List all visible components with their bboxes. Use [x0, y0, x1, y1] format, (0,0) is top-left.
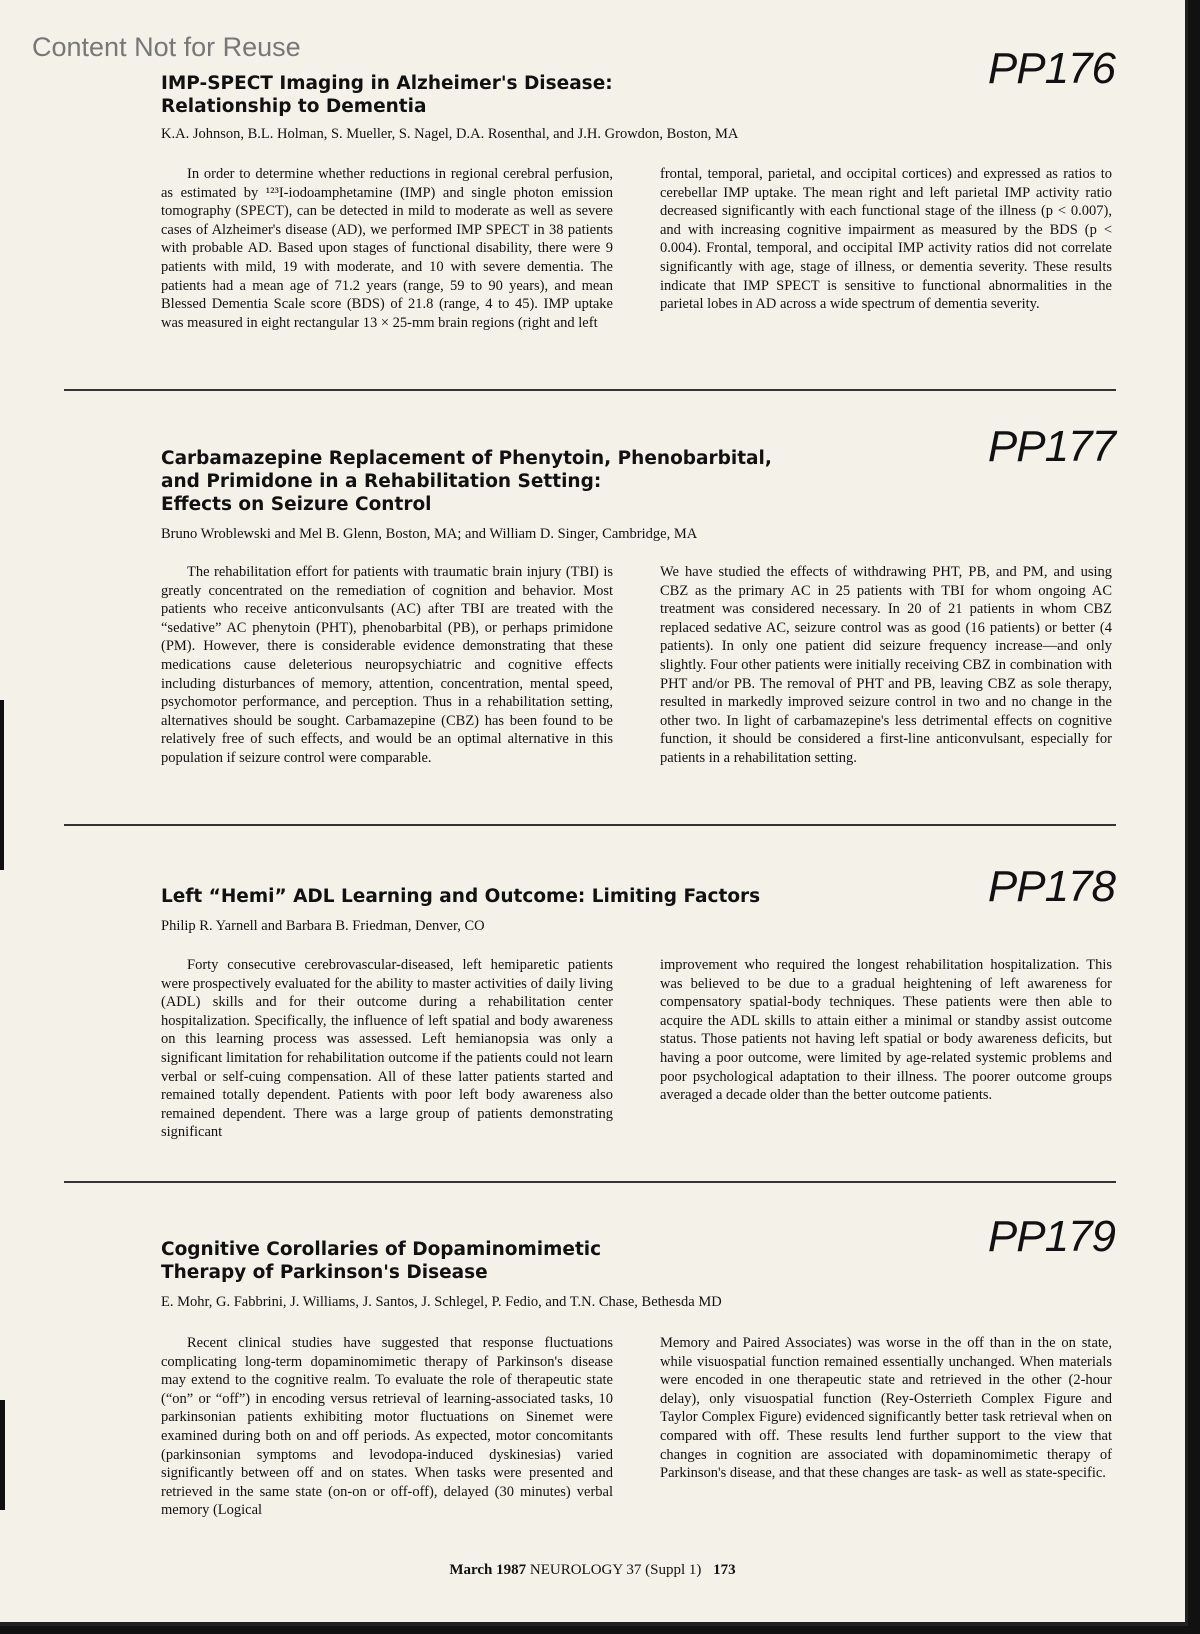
divider — [64, 824, 1116, 826]
abstract-title — [161, 72, 861, 118]
divider — [64, 1181, 1116, 1183]
abstract-body-left: Forty consecutive cerebrovascular-diseased, left hemiparetic patients were prospectively evaluated for the ability to master activities of daily living (ADL) skills and for their outcome during a rehabilitation center hospitalization. Specifically, the influence of left spatial and body awareness on this learning process was assessed. Left hemianopsia was only a significant limitation for rehabilitation outcome if the patients could not learn verbal or self-cuing compensation. All of these latter patients started and remained totally dependent. Patients with poor left body awareness also remained dependent. There was a large group of patients demonstrating significant — [161, 957, 613, 1141]
abstract-body-right: frontal, temporal, parietal, and occipital cortices) and expressed as ratios to cerebellar IMP uptake. The mean right and left parietal IMP activity ratio decreased significantly with each functional stage of the illness (p < 0.007), and with increasing cognitive impairment as measured by the BDS (p < 0.004). Frontal, temporal, and occipital IMP activity ratios did not correlate significantly with age, stage of illness, or dementia severity. These results indicate that IMP SPECT is sensitive to functional abnormalities in the parietal lobes in AD across a wide spectrum of dementia severity. — [660, 166, 1112, 313]
abstract-authors: K.A. Johnson, B.L. Holman, S. Mueller, S. Nagel, D.A. Rosenthal, and J.H. Growdon, Boston, MA — [161, 126, 739, 142]
title-line: Relationship to Dementia — [161, 96, 427, 117]
scan-edge-mark — [0, 1400, 5, 1510]
abstract-authors: E. Mohr, G. Fabbrini, J. Williams, J. Santos, J. Schlegel, P. Fedio, and T.N. Chase, Bethesda MD — [161, 1294, 722, 1310]
abstract-code: PP178 — [987, 862, 1115, 911]
abstract-body-right: Memory and Paired Associates) was worse in the off than in the on state, while visuospatial function remained essentially unchanged. When materials were encoded in one therapeutic state and retrieved in the other (2-hour delay), only visuospatial function (Rey-Osterrieth Complex Figure and Taylor Complex Figure) evidenced significantly better task retrieval when on compared with off. These results lend further support to the view that changes in cognition are associated with dopaminomimetic therapy of Parkinson's disease, and that these changes are task- as well as state-specific. — [660, 1335, 1112, 1482]
title-line: and Primidone in a Rehabilitation Setting: — [161, 471, 602, 492]
abstract-body-right: improvement who required the longest rehabilitation hospitalization. This was believed to be due to a gradual heightening of left awareness for compensatory spatial-body techniques. These patients were then able to acquire the ADL skills to attain either a minimal or standby assist outcome status. Those patients not having left spatial or body awareness deficits, but having a poor outcome, were limited by age-related systemic problems and poor psychological adaptation to their illness. The poorer outcome groups averaged a decade older than the better outcome patients. — [660, 957, 1112, 1104]
abstract-title — [161, 885, 861, 908]
abstract-authors: Philip R. Yarnell and Barbara B. Friedman, Denver, CO — [161, 918, 485, 934]
abstract-code: PP176 — [987, 44, 1115, 93]
abstract-authors: Bruno Wroblewski and Mel B. Glenn, Boston, MA; and William D. Singer, Cambridge, MA — [161, 526, 698, 542]
abstract-code: PP179 — [987, 1212, 1115, 1261]
abstract-body-left: The rehabilitation effort for patients with traumatic brain injury (TBI) is greatly concentrated on the remediation of cognition and behavior. Most patients who receive anticonvulsants (AC) after TBI are treated with the “sedative” AC phenytoin (PHT), phenobarbital (PB), or perhaps primidone (PM). However, there is considerable evidence demonstrating that these medications cause deleterious neuropsychiatric and cognitive effects including disturbances of memory, attention, concentration, mental speed, psychomotor performance, and perception. Thus in a rehabilitation setting, alternatives should be sought. Carbamazepine (CBZ) has been found to be relatively free of such effects, and would be an optimal alternative in this population if seizure control were comparable. — [161, 564, 613, 766]
page-footer — [0, 1562, 1185, 1579]
footer-date: March 1987 — [449, 1562, 527, 1578]
abstract-title — [161, 447, 861, 516]
abstract-body-left: Recent clinical studies have suggested that response fluctuations complicating long-term dopaminomimetic therapy of Parkinson's disease may extend to the cognitive realm. To evaluate the role of therapeutic state (“on” or “off”) in encoding versus retrieval of learning-associated tasks, 10 parkinsonian patients exhibiting motor fluctuations on Sinemet were examined during both on and off periods. As expected, motor concomitants (parkinsonian symptoms and levodopa-induced dyskinesias) varied significantly between off and on states. When tasks were presented and retrieved in the same state (on-on or off-off), delayed (30 minutes) verbal memory (Logical — [161, 1335, 613, 1519]
title-line: IMP-SPECT Imaging in Alzheimer's Disease: — [161, 73, 613, 94]
footer-page-number: 173 — [713, 1562, 736, 1578]
title-line: Effects on Seizure Control — [161, 494, 432, 515]
scan-edge-mark — [0, 700, 4, 870]
divider — [64, 389, 1116, 391]
footer-journal: NEUROLOGY 37 (Suppl 1) — [529, 1562, 702, 1578]
title-line: Carbamazepine Replacement of Phenytoin, Phenobarbital, — [161, 448, 772, 469]
abstract-body-left: In order to determine whether reductions in regional cerebral perfusion, as estimated by ¹²³I-iodoamphetamine (IMP) and single photon emission tomography (SPECT), can be detected in mild to moderate as well as severe cases of Alzheimer's disease (AD), we performed IMP SPECT in 38 patients with probable AD. Based upon stages of functional disability, there were 9 patients with mild, 19 with moderate, and 10 with severe dementia. The patients had a mean age of 71.2 years (range, 59 to 90 years), and mean Blessed Dementia Scale score (BDS) of 21.8 (range, 4 to 45). IMP uptake was measured in eight rectangular 13 × 25-mm brain regions (right and left — [161, 166, 613, 331]
abstract-title — [161, 1238, 861, 1284]
abstract-code: PP177 — [987, 422, 1115, 471]
title-line: Therapy of Parkinson's Disease — [161, 1262, 488, 1283]
title-line: Cognitive Corollaries of Dopaminomimetic — [161, 1239, 602, 1260]
abstract-body-right: We have studied the effects of withdrawing PHT, PB, and PM, and using CBZ as the primary AC in 25 patients with TBI for whom ongoing AC treatment was considered necessary. In 20 of 21 patients in whom CBZ replaced sedative AC, seizure control was as good (16 patients) or better (4 patients). In only one patient did seizure frequency increase—and only slightly. Four other patients were initially receiving CBZ in combination with PHT and/or PB. The removal of PHT and PB, leaving CBZ as sole therapy, resulted in markedly improved seizure control in two and no change in the other two. In light of carbamazepine's less detrimental effects on cognitive function, it should be considered a first-line anticonvulsant, especially for patients in a rehabilitation setting. — [660, 564, 1112, 766]
title-line: Left “Hemi” ADL Learning and Outcome: Limiting Factors — [161, 886, 761, 907]
watermark: Content Not for Reuse — [32, 32, 301, 62]
